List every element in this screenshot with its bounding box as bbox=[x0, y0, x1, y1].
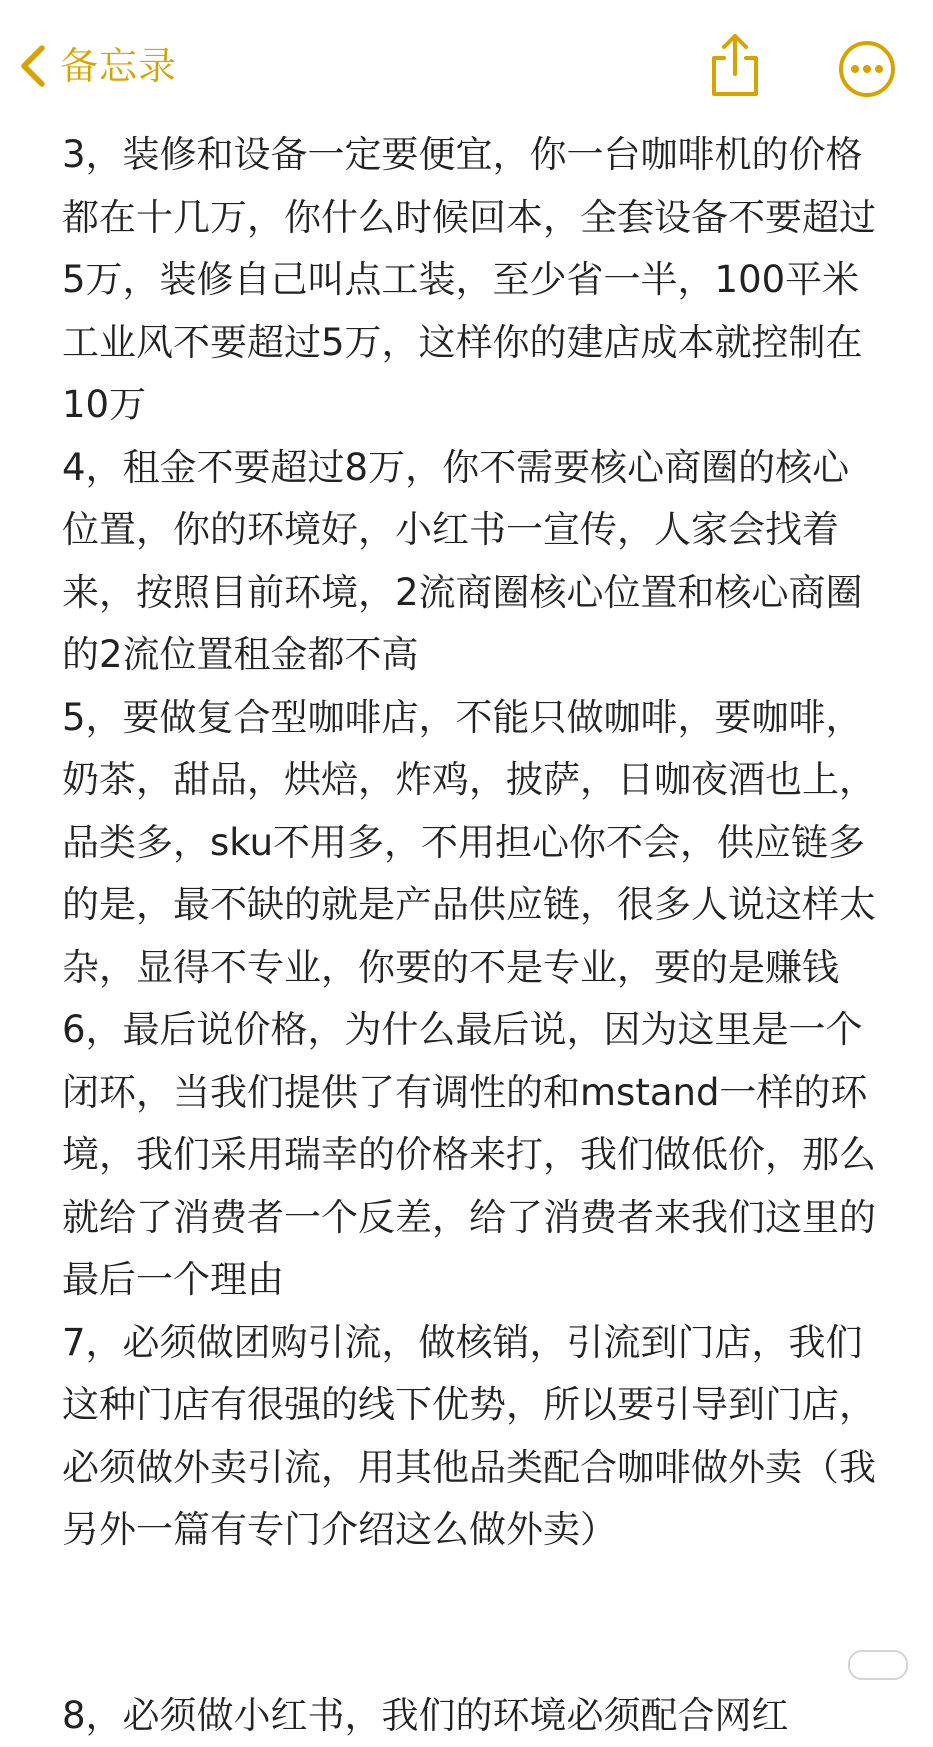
share-icon bbox=[708, 32, 762, 98]
watermark-logo bbox=[848, 1650, 908, 1680]
share-button[interactable] bbox=[708, 32, 762, 98]
note-paragraph-3: 3，装修和设备一定要便宜，你一台咖啡机的价格都在十几万，你什么时候回本，全套设备不要超过5万，装修自己叫点工装，至少省一半，100平米工业风不要超过5万，这样你的建店成本就控制在10万 bbox=[62, 133, 876, 426]
more-icon bbox=[838, 40, 896, 98]
note-paragraph-7: 7，必须做团购引流，做核销，引流到门店，我们这种门店有很强的线下优势，所以要引导到门店，必须做外卖引流，用其他品类配合咖啡做外卖（我另外一篇有专门介绍这么做外卖） bbox=[62, 1320, 876, 1551]
note-paragraph-4: 4，租金不要超过8万，你不需要核心商圈的核心位置，你的环境好，小红书一宣传，人家会找着来，按照目前环境，2流商圈核心位置和核心商圈的2流位置租金都不高 bbox=[62, 445, 863, 676]
note-paragraph-6: 6，最后说价格，为什么最后说，因为这里是一个闭环，当我们提供了有调性的和mstand一样的环境，我们采用瑞幸的价格来打，我们做低价，那么就给了消费者一个反差，给了消费者来我们这里的最后一个理由 bbox=[62, 1008, 876, 1301]
nav-bar bbox=[0, 0, 933, 120]
more-button[interactable] bbox=[838, 40, 896, 98]
back-button[interactable] bbox=[18, 36, 177, 96]
note-paragraph-5: 5，要做复合型咖啡店，不能只做咖啡，要咖啡，奶茶，甜品，烘焙，炸鸡，披萨，日咖夜酒也上，品类多，sku不用多，不用担心你不会，供应链多的是，最不缺的就是产品供应链，很多人说这样太杂，显得不专业，你要的不是专业，要的是赚钱 bbox=[62, 695, 876, 989]
note-body[interactable] bbox=[62, 124, 882, 1562]
chevron-left-icon bbox=[18, 44, 46, 88]
back-label: 备忘录 bbox=[60, 44, 178, 88]
note-paragraph-8-partial: 8，必须做小红书，我们的环境必须配合网红 bbox=[62, 1694, 789, 1737]
